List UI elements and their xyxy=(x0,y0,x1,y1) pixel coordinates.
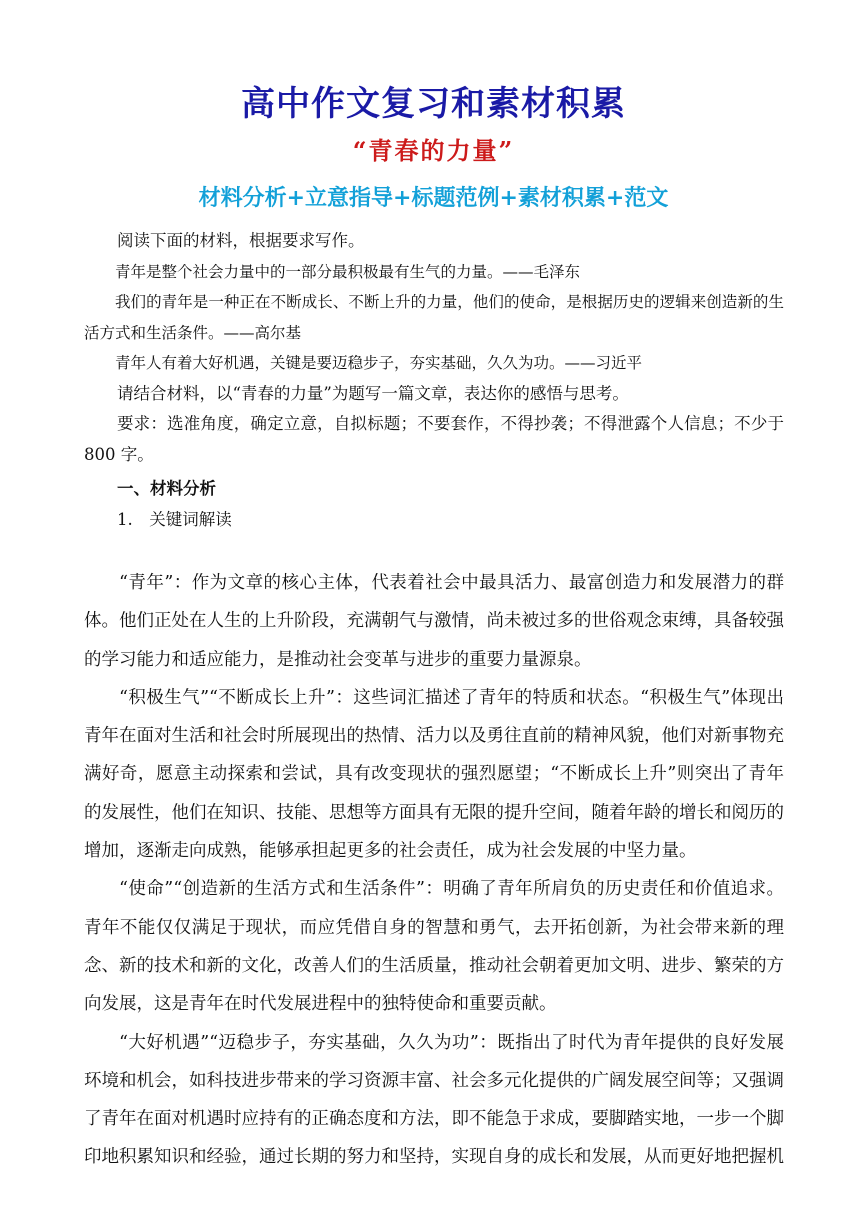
prompt-section xyxy=(84,226,784,535)
prompt-intro: 阅读下面的材料，根据要求写作。 xyxy=(117,231,365,250)
quote-mao: 青年是整个社会力量中的一部分最积极最有生气的力量。——毛泽东 xyxy=(115,262,581,281)
quote-gorky: 我们的青年是一种正在不断成长、不断上升的力量，他们的使命，是根据历史的逻辑来创造新的生活方式和生活条件。——高尔基 xyxy=(84,293,784,342)
analysis-paragraph: “青年”：作为文章的核心主体，代表着社会中最具活力、最富创造力和发展潜力的群体。他们正处在人生的上升阶段，充满朝气与激情，尚未被过多的世俗观念束缚，具备较强的学习能力和适应能力，是推动社会变革与进步的重要力量源泉。 xyxy=(84,573,784,670)
prompt-requirements: 要求：选准角度，确定立意，自拟标题；不要套作，不得抄袭；不得泄露个人信息；不少于 800 字。 xyxy=(84,414,784,464)
document-subtitle: “青春的力量” xyxy=(352,136,515,165)
quote-xi: 青年人有着大好机遇，关键是要迈稳步子，夯实基础，久久为功。——习近平 xyxy=(115,354,643,372)
analysis-paragraph: “使命”“创造新的生活方式和生活条件”：明确了青年所肩负的历史责任和价值追求。青年不能仅仅满足于现状，而应凭借自身的智慧和勇气，去开拓创新，为社会带来新的理念、新的技术和新的文化，改善人们的生活质量，推动社会朝着更加文明、进步、繁荣的方向发展，这是青年在时代发展进程中的独特使命和重要贡献。 xyxy=(84,879,784,1015)
section-heading: 一、材料分析 xyxy=(117,479,216,498)
document-title: 高中作文复习和素材积累 xyxy=(241,84,626,124)
analysis-paragraph: “积极生气”“不断成长上升”：这些词汇描述了青年的特质和状态。“积极生气”体现出青年在面对生活和社会时所展现出的热情、活力以及勇往直前的精神风貌，他们对新事物充满好奇，愿意主动探索和尝试，具有改变现状的强烈愿望；“不断成长上升”则突出了青年的发展性，他们在知识、技能、思想等方面具有无限的提升空间，随着年龄的增长和阅历的增加，逐渐走向成熟，能够承担起更多的社会责任，成为社会发展的中坚力量。 xyxy=(84,687,784,862)
section-subheading: 1. 关键词解读 xyxy=(117,509,232,529)
analysis-section xyxy=(84,564,784,1177)
prompt-task: 请结合材料，以“青春的力量”为题写一篇文章，表达你的感悟与思考。 xyxy=(117,383,629,403)
document-tagline: 材料分析+立意指导+标题范例+素材积累+范文 xyxy=(198,185,669,211)
analysis-paragraph: “大好机遇”“迈稳步子，夯实基础，久久为功”：既指出了时代为青年提供的良好发展环境和机会，如科技进步带来的学习资源丰富、社会多元化提供的广阔发展空间等；又强调了青年在面对机遇时应持有的正确态度和方法，即不能急于求成，要脚踏实地，一步一个脚印地积累知识和经验，通过长期的努力和坚持，实现自身的成长和发展，从而更好地把握机 xyxy=(84,1032,784,1168)
